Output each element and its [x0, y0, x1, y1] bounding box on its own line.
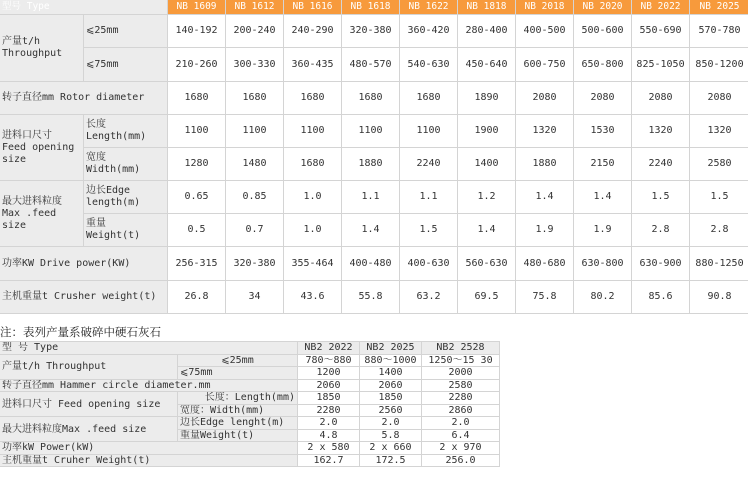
- value-cell: 1400: [360, 367, 422, 380]
- crusher-weight-label: 主机重量t Cruher Weight(t): [0, 454, 298, 467]
- value-cell: 1.5: [400, 214, 458, 247]
- value-cell: 880～1000: [360, 354, 422, 367]
- table-row: [0, 181, 748, 214]
- value-cell: 560-630: [458, 247, 516, 281]
- value-cell: 2150: [574, 148, 632, 181]
- value-cell: 0.65: [168, 181, 226, 214]
- value-cell: 2580: [690, 148, 748, 181]
- table-row: [0, 15, 748, 48]
- value-cell: 450-640: [458, 48, 516, 82]
- model-header: NB 1818: [458, 0, 516, 15]
- value-cell: 162.7: [298, 454, 360, 467]
- crusher-weight-label: 主机重量t Crusher weight(t): [0, 281, 168, 314]
- value-cell: 400-500: [516, 15, 574, 48]
- value-cell: 2 x 970: [422, 442, 500, 455]
- value-cell: 1320: [516, 115, 574, 148]
- value-cell: 2080: [574, 82, 632, 115]
- value-cell: 2.0: [360, 417, 422, 430]
- model-header: NB 2020: [574, 0, 632, 15]
- hammer-label: 转子直径mm Hammer circle diameter.mm: [0, 379, 298, 392]
- table-row: [0, 417, 500, 430]
- weight-sub-label: 重量 Weight(t): [84, 214, 168, 247]
- width-label: 宽度 Width(mm): [84, 148, 168, 181]
- type-header: 型 号 Type: [0, 342, 298, 355]
- value-cell: 2.8: [690, 214, 748, 247]
- value-cell: 1.4: [574, 181, 632, 214]
- value-cell: 1680: [284, 82, 342, 115]
- max-feed-label: 最大进料粒度 Max .feed size: [0, 181, 84, 247]
- model-header: NB2 2022: [298, 342, 360, 355]
- value-cell: 2.0: [298, 417, 360, 430]
- value-cell: 0.5: [168, 214, 226, 247]
- value-cell: 1100: [342, 115, 400, 148]
- value-cell: 480-680: [516, 247, 574, 281]
- model-header: NB 1622: [400, 0, 458, 15]
- edge-label: 边长Edge length(m): [84, 181, 168, 214]
- length-label: 长度 Length(mm): [84, 115, 168, 148]
- value-cell: 2080: [690, 82, 748, 115]
- model-header: NB 1609: [168, 0, 226, 15]
- power-label: 功率kW Power(kW): [0, 442, 298, 455]
- value-cell: 256-315: [168, 247, 226, 281]
- value-cell: 2060: [298, 379, 360, 392]
- table-row: [0, 454, 500, 467]
- value-cell: 850-1200: [690, 48, 748, 82]
- value-cell: 55.8: [342, 281, 400, 314]
- value-cell: 1900: [458, 115, 516, 148]
- value-cell: 1680: [400, 82, 458, 115]
- throughput-75-label: ⩽75mm: [84, 48, 168, 82]
- value-cell: 1.4: [516, 181, 574, 214]
- value-cell: 1530: [574, 115, 632, 148]
- value-cell: 2280: [298, 404, 360, 417]
- value-cell: 90.8: [690, 281, 748, 314]
- value-cell: 1100: [400, 115, 458, 148]
- value-cell: 650-800: [574, 48, 632, 82]
- value-cell: 85.6: [632, 281, 690, 314]
- value-cell: 825-1050: [632, 48, 690, 82]
- value-cell: 880-1250: [690, 247, 748, 281]
- table-row: [0, 214, 748, 247]
- value-cell: 1.1: [400, 181, 458, 214]
- value-cell: 2580: [422, 379, 500, 392]
- value-cell: 1680: [226, 82, 284, 115]
- value-cell: 1.0: [284, 214, 342, 247]
- value-cell: 172.5: [360, 454, 422, 467]
- value-cell: 256.0: [422, 454, 500, 467]
- model-header: NB 1618: [342, 0, 400, 15]
- value-cell: 1280: [168, 148, 226, 181]
- value-cell: 140-192: [168, 15, 226, 48]
- value-cell: 2860: [422, 404, 500, 417]
- value-cell: 2240: [400, 148, 458, 181]
- table-row: [0, 82, 748, 115]
- length-label: 长度：Length(mm): [178, 392, 298, 405]
- throughput-label: 产量t/h Throughput: [0, 15, 84, 82]
- value-cell: 1680: [284, 148, 342, 181]
- max-feed-label: 最大进料粒度Max .feed size: [0, 417, 178, 442]
- model-header: NB 2022: [632, 0, 690, 15]
- value-cell: 1320: [690, 115, 748, 148]
- table-row: [0, 379, 500, 392]
- value-cell: 26.8: [168, 281, 226, 314]
- value-cell: 570-780: [690, 15, 748, 48]
- width-label: 宽度：Width(mm): [178, 404, 298, 417]
- model-header: NB2 2025: [360, 342, 422, 355]
- value-cell: 2.8: [632, 214, 690, 247]
- value-cell: 1850: [298, 392, 360, 405]
- value-cell: 780～880: [298, 354, 360, 367]
- table-row: [0, 148, 748, 181]
- value-cell: 1.5: [632, 181, 690, 214]
- table-note: 注：表列产量系破碎中硬石灰石: [0, 325, 161, 339]
- value-cell: 1.9: [574, 214, 632, 247]
- table-row: [0, 0, 748, 15]
- value-cell: 1250～15 30: [422, 354, 500, 367]
- table-row: [0, 342, 500, 355]
- throughput-label: 产量t/h Throughput: [0, 354, 178, 379]
- weight-sub-label: 重量Weight(t): [178, 429, 298, 442]
- value-cell: 300-330: [226, 48, 284, 82]
- value-cell: 1.1: [342, 181, 400, 214]
- value-cell: 1890: [458, 82, 516, 115]
- value-cell: 1320: [632, 115, 690, 148]
- value-cell: 1.5: [690, 181, 748, 214]
- value-cell: 1.9: [516, 214, 574, 247]
- value-cell: 400-630: [400, 247, 458, 281]
- value-cell: 2280: [422, 392, 500, 405]
- model-header: NB 1616: [284, 0, 342, 15]
- power-label: 功率KW Drive power(KW): [0, 247, 168, 281]
- table-row: [0, 115, 748, 148]
- value-cell: 2560: [360, 404, 422, 417]
- value-cell: 2060: [360, 379, 422, 392]
- table-row: [0, 281, 748, 314]
- model-header: NB 1612: [226, 0, 284, 15]
- table-row: [0, 48, 748, 82]
- value-cell: 550-690: [632, 15, 690, 48]
- value-cell: 1200: [298, 367, 360, 380]
- value-cell: 1680: [342, 82, 400, 115]
- value-cell: 1100: [226, 115, 284, 148]
- value-cell: 0.7: [226, 214, 284, 247]
- value-cell: 2000: [422, 367, 500, 380]
- edge-label: 边长Edge lenght(m): [178, 417, 298, 430]
- value-cell: 2240: [632, 148, 690, 181]
- value-cell: 540-630: [400, 48, 458, 82]
- value-cell: 1100: [284, 115, 342, 148]
- throughput-25-label: ⩽25mm: [84, 15, 168, 48]
- value-cell: 6.4: [422, 429, 500, 442]
- value-cell: 2.0: [422, 417, 500, 430]
- value-cell: 280-400: [458, 15, 516, 48]
- value-cell: 0.85: [226, 181, 284, 214]
- value-cell: 1.4: [342, 214, 400, 247]
- value-cell: 2 x 660: [360, 442, 422, 455]
- value-cell: 75.8: [516, 281, 574, 314]
- value-cell: 360-420: [400, 15, 458, 48]
- value-cell: 630-800: [574, 247, 632, 281]
- value-cell: 2080: [516, 82, 574, 115]
- feed-opening-label: 进料口尺寸 Feed opening size: [0, 115, 84, 181]
- value-cell: 63.2: [400, 281, 458, 314]
- throughput-75-label: ⩽75mm: [178, 367, 298, 380]
- spec-table-nb2: [0, 341, 500, 467]
- value-cell: 1880: [342, 148, 400, 181]
- value-cell: 360-435: [284, 48, 342, 82]
- value-cell: 43.6: [284, 281, 342, 314]
- value-cell: 2 x 580: [298, 442, 360, 455]
- value-cell: 355-464: [284, 247, 342, 281]
- throughput-25-label: ⩽25mm: [178, 354, 298, 367]
- value-cell: 600-750: [516, 48, 574, 82]
- value-cell: 210-260: [168, 48, 226, 82]
- value-cell: 320-380: [226, 247, 284, 281]
- value-cell: 1.4: [458, 214, 516, 247]
- value-cell: 1880: [516, 148, 574, 181]
- model-header: NB2 2528: [422, 342, 500, 355]
- value-cell: 480-570: [342, 48, 400, 82]
- table-row: [0, 442, 500, 455]
- value-cell: 320-380: [342, 15, 400, 48]
- value-cell: 69.5: [458, 281, 516, 314]
- model-header: NB 2025: [690, 0, 748, 15]
- rotor-label: 转子直径mm Rotor diameter: [0, 82, 168, 115]
- value-cell: 1850: [360, 392, 422, 405]
- value-cell: 34: [226, 281, 284, 314]
- value-cell: 4.8: [298, 429, 360, 442]
- table-row: [0, 247, 748, 281]
- value-cell: 1100: [168, 115, 226, 148]
- value-cell: 630-900: [632, 247, 690, 281]
- value-cell: 5.8: [360, 429, 422, 442]
- value-cell: 1400: [458, 148, 516, 181]
- value-cell: 500-600: [574, 15, 632, 48]
- value-cell: 200-240: [226, 15, 284, 48]
- value-cell: 1.2: [458, 181, 516, 214]
- value-cell: 400-480: [342, 247, 400, 281]
- value-cell: 80.2: [574, 281, 632, 314]
- model-header: NB 2018: [516, 0, 574, 15]
- value-cell: 1680: [168, 82, 226, 115]
- value-cell: 1.0: [284, 181, 342, 214]
- value-cell: 240-290: [284, 15, 342, 48]
- table-row: [0, 392, 500, 405]
- table-row: [0, 354, 500, 367]
- feed-opening-label: 进料口尺寸 Feed opening size: [0, 392, 178, 417]
- type-header: 型号 Type: [0, 0, 168, 15]
- value-cell: 2080: [632, 82, 690, 115]
- value-cell: 1480: [226, 148, 284, 181]
